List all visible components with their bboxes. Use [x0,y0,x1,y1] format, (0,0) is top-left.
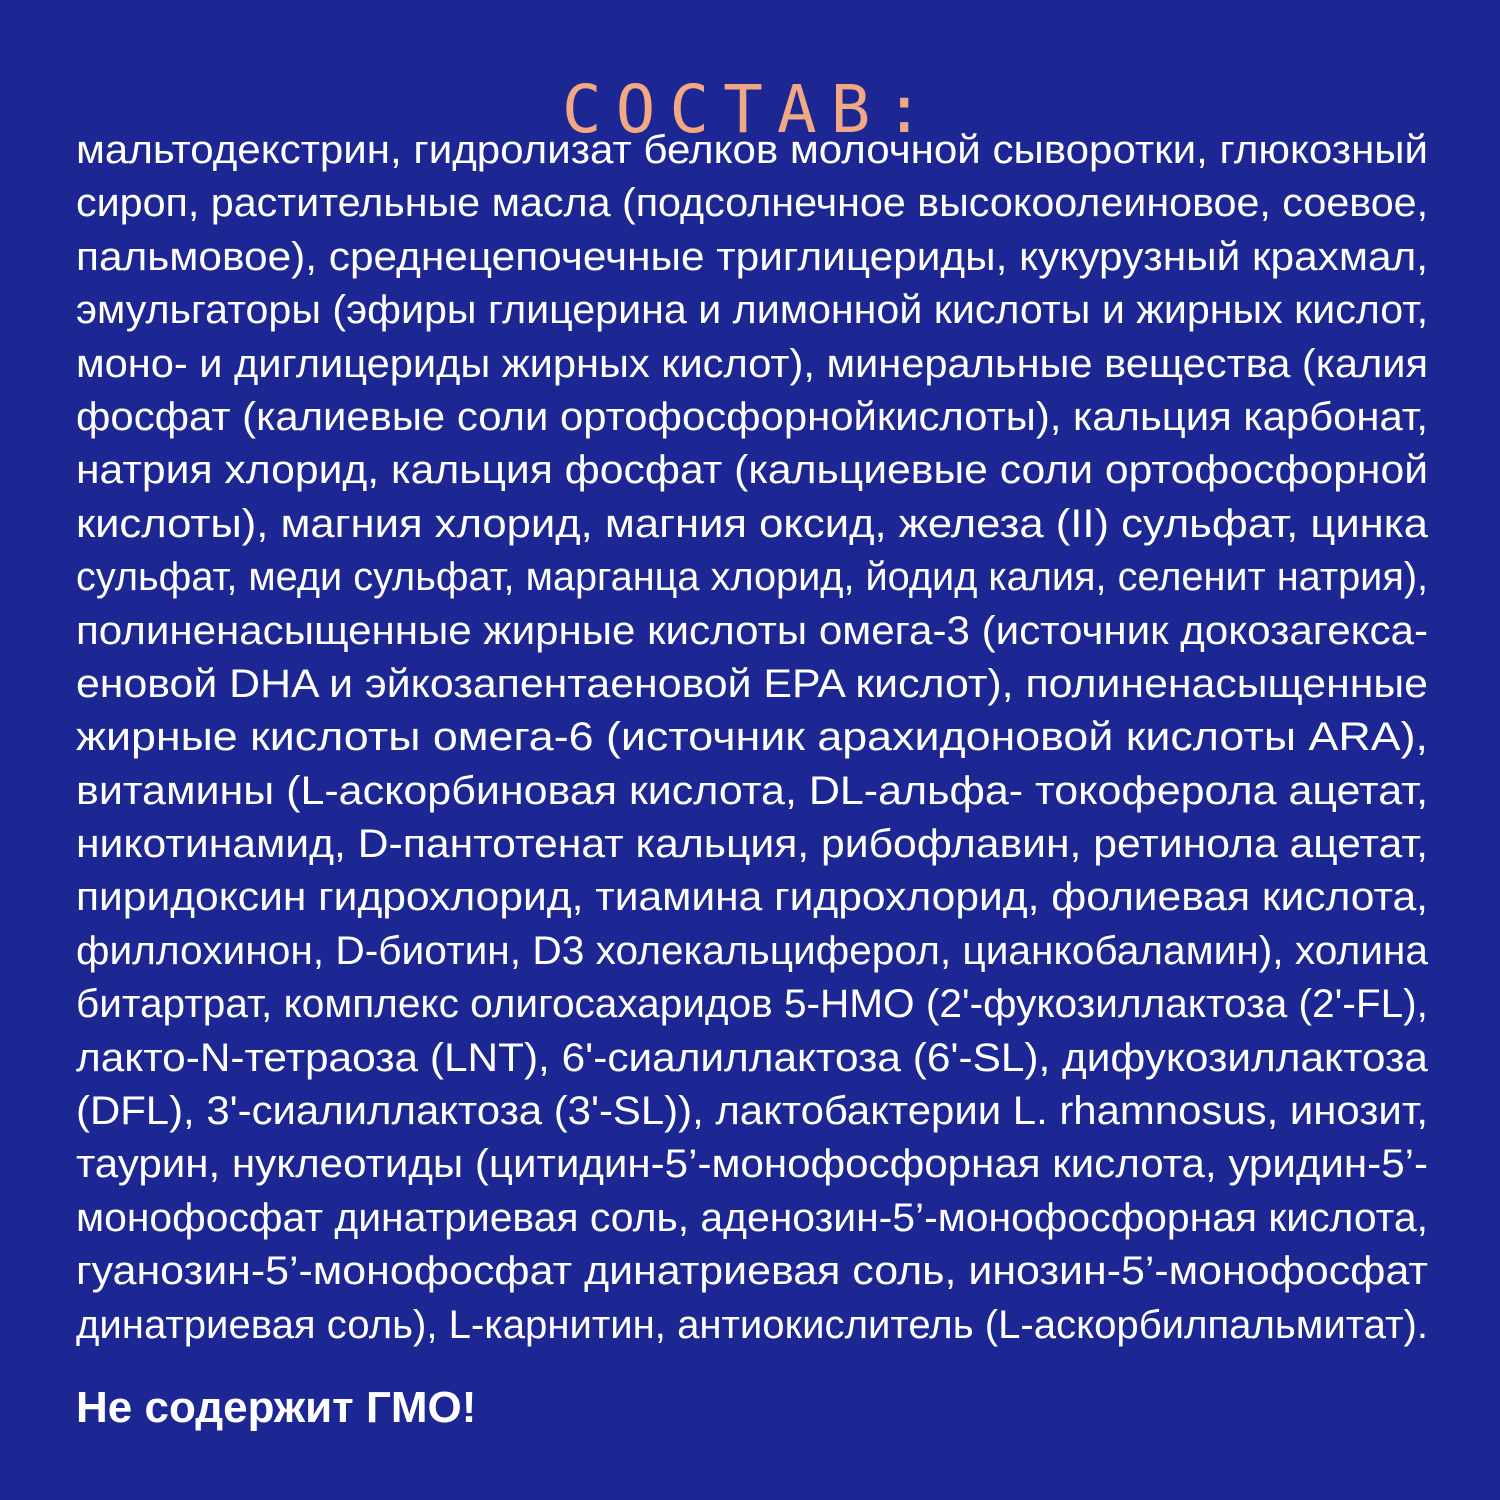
page-title: СОСТАВ: [561,71,939,149]
ingredients-line: филлохинон, D-биотин, D3 холекальциферол, цианкобаламин), холина [76,928,1428,973]
ingredients-line: битартрат, комплекс олигосахаридов 5-HMO (2'-фукозиллактоза (2'-FL), [76,982,1428,1027]
ingredients-line: сульфат, меди сульфат, марганца хлорид, йодид калия, селенит натрия), [76,555,1429,600]
ingredients-line: эмульгаторы (эфиры глицерина и лимонной кислоты и жирных кислот, [76,288,1429,333]
ingredients-line: мальтодекстрин, гидролизат белков молочной сыворотки, глюкозный [76,128,1429,172]
ingredients-line: полиненасыщенные жирные кислоты омега-3 (источник докозагекса- [76,608,1428,653]
ingredients-line: пальмовое), среднецепочечные триглицериды, кукурузный крахмал, [76,234,1429,279]
ingredients-line: кислоты), магния хлорид, магния оксид, железа (II) сульфат, цинка [76,501,1429,546]
ingredients-line: жирные кислоты омега-6 (источник арахидоновой кислоты ARA), [76,715,1428,760]
gmo-free-note: Не содержит ГМО! [76,1383,477,1432]
ingredients-line: пиридоксин гидрохлорид, тиамина гидрохлорид, фолиевая кислота, [76,875,1429,920]
ingredients-line: никотинамид, D-пантотенат кальция, рибофлавин, ретинола ацетат, [76,822,1428,867]
ingredients-line: еновой DHA и эйкозапентаеновой EPA кислот), полиненасыщенные [76,661,1428,706]
ingredients-line: витамины (L-аскорбиновая кислота, DL-альфа- токоферола ацетат, [76,768,1429,813]
ingredients-line: таурин, нуклеотиды (цитидин-5’-монофосфорная кислота, уридин-5’- [76,1142,1429,1187]
ingredients-line: фосфат (калиевые соли ортофосфорнойкислоты), кальция карбонат, [76,394,1428,439]
ingredients-line: монофосфат динатриевая соль, аденозин-5’-монофосфорная кислота, [76,1195,1429,1240]
ingredients-text [76,124,1428,1352]
ingredients-line: натрия хлорид, кальция фосфат (кальциевые соли ортофосфорной [76,448,1429,493]
ingredients-line: сироп, растительные масла (подсолнечное высокоолеиновое, соевое, [76,181,1429,226]
ingredients-line: (DFL), 3'-сиалиллактоза (3'-SL)), лактобактерии L. rhamnosus, инозит, [76,1089,1429,1134]
ingredients-line: гуанозин-5’-монофосфат динатриевая соль, инозин-5’-монофосфат [76,1249,1429,1294]
ingredients-line: моно- и диглицериды жирных кислот), минеральные вещества (калия [76,341,1429,386]
ingredients-line: динатриевая соль), L-карнитин, антиокислитель (L-аскорбилпальмитат). [76,1302,1428,1347]
ingredients-line: лакто-N-тетраоза (LNT), 6'-сиалиллактоза (6'-SL), дифукозиллактоза [76,1035,1428,1080]
